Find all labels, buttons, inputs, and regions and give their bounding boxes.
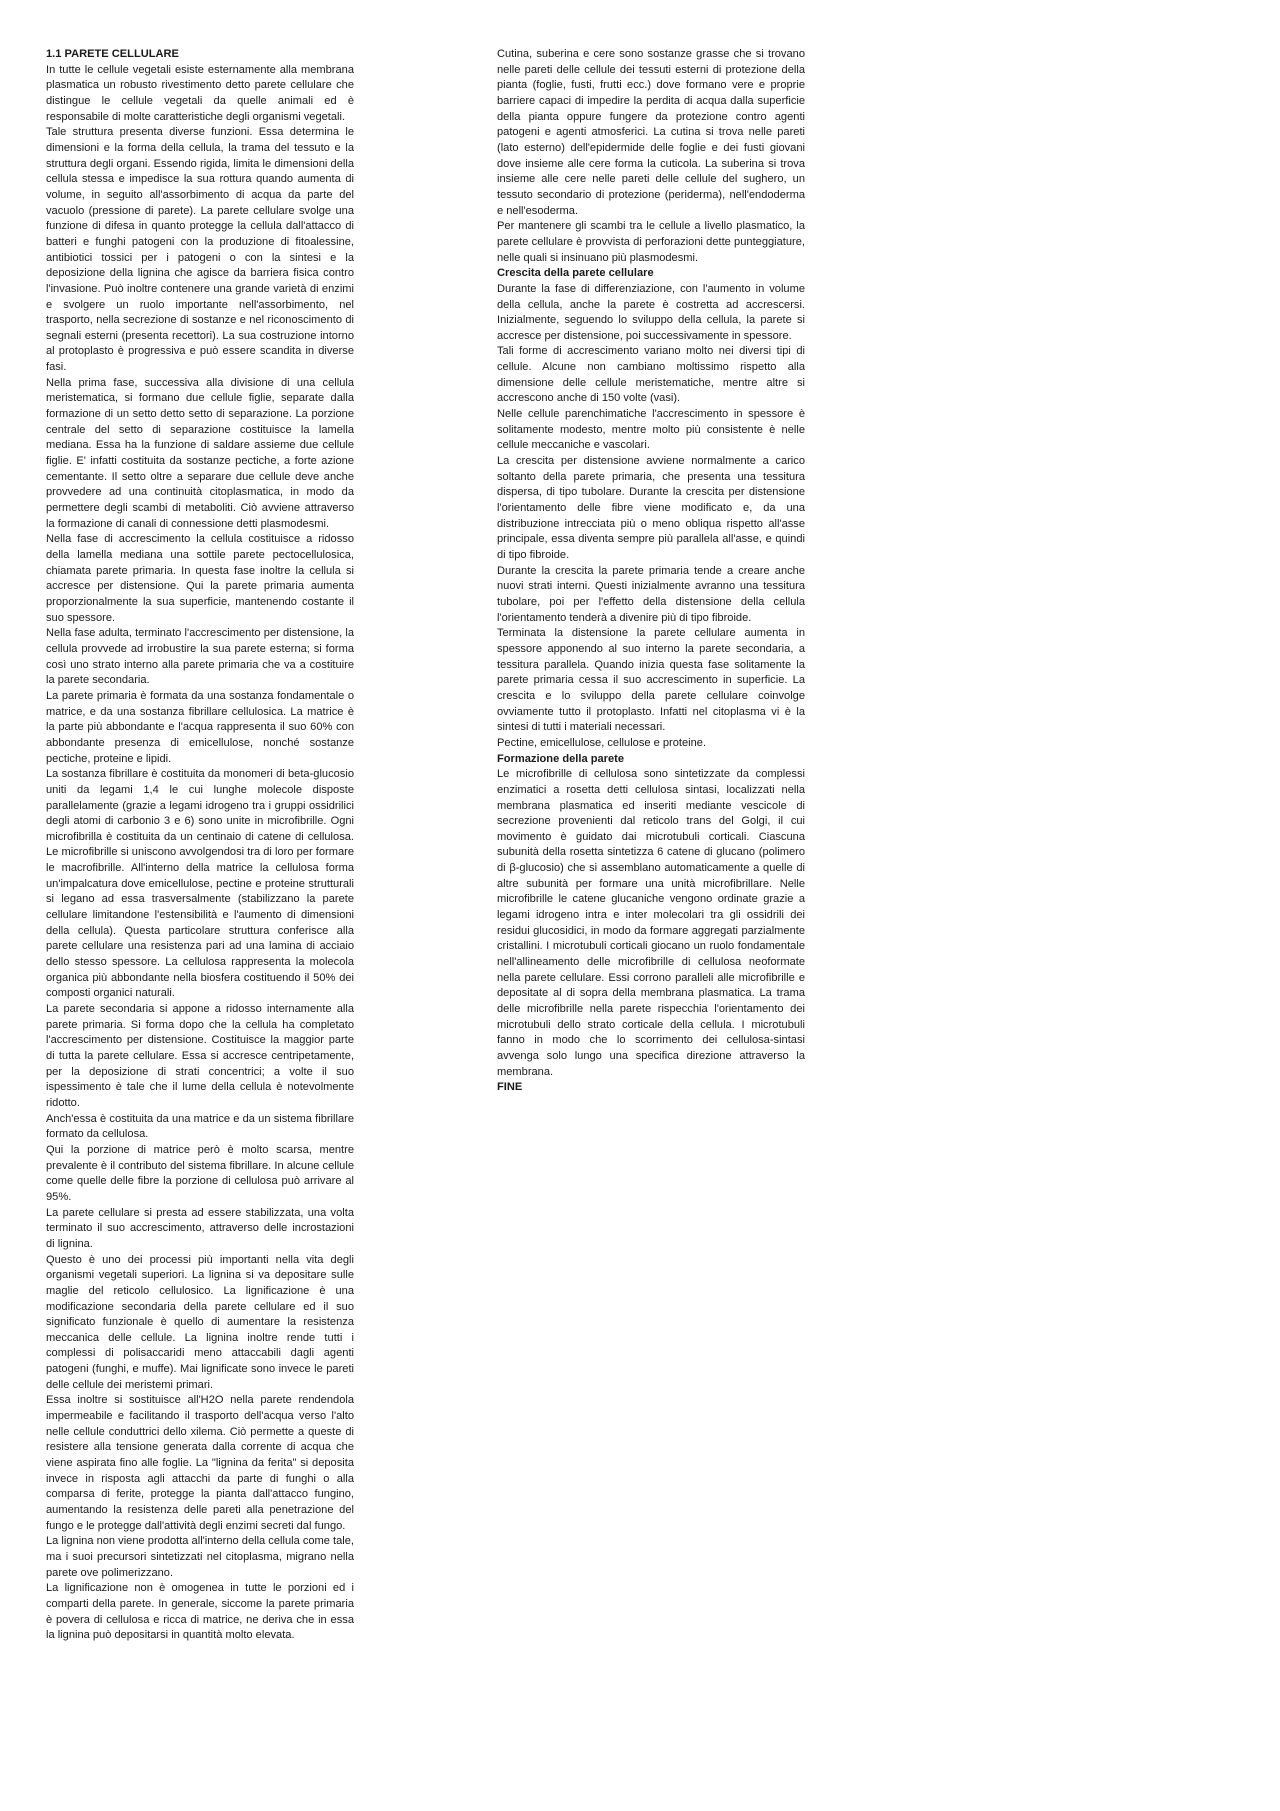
paragraph: Tali forme di accrescimento variano molto nei diversi tipi di cellule. Alcune non cambiano moltissimo rispetto alla dimensione delle cellule meristematiche, mentre altre si accrescono anche di 150 volte (vasi). bbox=[497, 345, 805, 405]
paragraph: La parete primaria è formata da una sostanza fondamentale o matrice, e da una sostanza fibrillare cellulosica. La matrice è la parte più abbondante e l'acqua rappresenta il suo 60% con abbondante presenza di emicellulose, nonché sostanze pectiche, proteine e lipidi. bbox=[46, 689, 354, 765]
paragraph: La lignificazione non è omogenea in tutte le porzioni ed i comparti della parete. In generale, siccome la parete primaria è povera di cellulosa e ricca di matrice, ne deriva che in essa la lignina può depositarsi in quantità molto elevata. bbox=[46, 1582, 354, 1642]
paragraph: Nelle cellule parenchimatiche l'accrescimento in spessore è solitamente modesto, mentre molto più consistente è nelle cellule meccaniche e vascolari. bbox=[497, 408, 805, 452]
paragraph: Questo è uno dei processi più importanti nella vita degli organismi vegetali superiori. La lignina si va depositare sulle maglie del reticolo cellulosico. La lignificazione è una modificazione secondaria della parete cellulare ed il suo significato funzionale è quello di aumentare la resistenza meccanica delle cellule. La lignina inoltre rende tutti i complessi di polisaccaridi meno attaccabili dagli agenti patogeni (funghi, e muffe). Mai lignificate sono invece le pareti delle cellule dei meristemi primari. bbox=[46, 1253, 354, 1391]
paragraph: La crescita per distensione avviene normalmente a carico soltanto della parete primaria, che presenta una tessitura dispersa, di tipo tubolare. Durante la crescita per distensione l'orientamento delle fibre viene modificato e, da una distribuzione intrecciata più o meno obliqua rispetto all'asse principale, essa diventa sempre più parallela all'asse, e quindi di tipo fibroide. bbox=[497, 455, 805, 561]
paragraph: Terminata la distensione la parete cellulare aumenta in spessore apponendo al suo interno la parete secondaria, a tessitura parallela. Quando inizia questa fase solitamente la parete primaria cessa il suo accrescimento in superficie. La crescita e lo sviluppo della parete cellulare coinvolge ovviamente tutto il protoplasto. Infatti nel citoplasma vi è la sintesi di tutti i materiali necessari. bbox=[497, 627, 805, 734]
paragraph: La parete cellulare si presta ad essere stabilizzata, una volta terminato il suo accrescimento, attraverso delle incrostazioni di lignina. bbox=[46, 1206, 354, 1250]
paragraph: Cutina, suberina e cere sono sostanze grasse che si trovano nelle pareti delle cellule dei tessuti esterni di protezione della pianta (foglie, fusti, frutti ecc.) dove formano vere e proprie barriere capaci di impedire la perdita di acqua dalla superficie della pianta oppure fungere da protezione contro agenti patogeni e agenti atmosferici. La cutina si trova nelle pareti (lato esterno) dell'epidermide delle foglie e dei fusti giovani dove insieme alle cere forma la cuticola. La suberina si trova insieme alle cere nelle pareti delle cellule del sughero, un tessuto secondario di protezione (periderma), nell'endoderma e nell'esoderma. bbox=[497, 48, 805, 217]
right-column bbox=[497, 47, 805, 1096]
section-title: 1.1 PARETE CELLULARE bbox=[46, 48, 179, 60]
formation-heading: Formazione della parete bbox=[497, 752, 624, 765]
paragraph: Pectine, emicellulose, cellulose e proteine. bbox=[497, 736, 707, 749]
left-column bbox=[46, 47, 354, 1644]
paragraph: Durante la crescita la parete primaria tende a creare anche nuovi strati interni. Questi inizialmente avranno una tessitura tubolare, poi per l'effetto della distensione della cellula l'orientamento tenderà a divenire più di tipo fibroide. bbox=[497, 564, 805, 624]
paragraph: La parete secondaria si appone a ridosso internamente alla parete primaria. Si forma dopo che la cellula ha completato l'accrescimento per distensione. Costituisce la maggior parte di tutta la parete cellulare. Essa si accresce centripetamente, per la deposizione di strati concentrici; a volte il suo ispessimento è tale che il lume della cellula è notevolmente ridotto. bbox=[46, 1003, 354, 1109]
paragraph: La lignina non viene prodotta all'interno della cellula come tale, ma i suoi precursori sintetizzati nel citoplasma, migrano nella parete ove polimerizzano. bbox=[46, 1535, 355, 1579]
paragraph: Durante la fase di differenziazione, con l'aumento in volume della cellula, anche la parete è costretta ad accrescersi. Inizialmente, seguendo lo sviluppo della cellula, la parete si accresce per distensione, poi successivamente in spessore. bbox=[497, 282, 805, 342]
paragraph: Le microfibrille di cellulosa sono sintetizzate da complessi enzimatici a rosetta detti cellulosa sintasi, localizzati nella membrana plasmatica ed inseriti mediante vescicole di secrezione provenienti dal reticolo trans del Golgi, il cui movimento è guidato dai microtubuli corticali. Ciascuna subunità della rosetta sintetizza 6 catene di glucano (polimero di β-glucosio) che si assemblano automaticamente a quelle di altre subunità per formare una unità microfibrillare. Nelle microfibrille le catene glucaniche vengono ordinate grazie a legami idrogeno intra e inter molecolari tra gli ossidrili dei residui glucosidici, in modo da formare aggregati parzialmente cristallini. I microtubuli corticali giocano un ruolo fondamentale nell'allineamento delle microfibrille di cellulosa neoformate nella parete cellulare. Essi corrono paralleli alle microfibrille e depositate al di sopra della membrana plasmatica. La trama delle microfibrille nella parete rispecchia l'orientamento dei microtubuli dello strato corticale della cellula. I microtubuli fanno in modo che lo scorrimento dei cellulosa-sintasi avvenga solo lungo una specifica direzione attraverso la membrana. bbox=[497, 768, 805, 1078]
paragraph: Anch'essa è costituita da una matrice e da un sistema fibrillare formato da cellulosa. bbox=[46, 1112, 354, 1141]
paragraph: Tale struttura presenta diverse funzioni. Essa determina le dimensioni e la forma della cellula, la trama del tessuto e la struttura degli organi. Essendo rigida, limita le dimensioni della cellula stessa e impedisce la sua rottura quando aumenta di volume, in seguito all'assorbimento di acqua da parte del vacuolo (pressione di parete). La parete cellulare svolge una funzione di difesa in quanto protegge la cellula dall'attacco di batteri e funghi patogeni con la produzione di fitoalessine, antibiotici tossici per i patogeni o con la sintesi e la deposizione della lignina che agisce da barriera fisica contro l'invasione. Può inoltre contenere una grande varietà di enzimi e svolgere un ruolo importante nell'assorbimento, nel trasporto, nella secrezione di sostanze e nel riconoscimento di segnali esterni (presenta recettori). La sua costruzione intorno al protoplasto è progressiva e può essere scandita in diverse fasi. bbox=[46, 126, 354, 374]
growth-heading: Crescita della parete cellulare bbox=[497, 267, 654, 280]
paragraph: Essa inoltre si sostituisce all'H2O nella parete rendendola impermeabile e facilitando il trasporto dell'acqua verso l'alto nelle cellule conduttrici dello xilema. Ciò permette a queste di resistere alla tensione generata dalla corrente di acqua che viene aspirata fino alle foglie. La "lignina da ferita" si deposita invece in risposta agli attacchi da parte di funghi o alla comparsa di ferite, protegge la pianta dall'attacco fungino, aumentando la resistenza delle pareti alla penetrazione del fungo e le protegge dall'attività degli enzimi secreti dal fungo. bbox=[46, 1394, 354, 1532]
paragraph: La sostanza fibrillare è costituita da monomeri di beta-glucosio uniti da legami 1,4 le cui lunghe molecole disposte parallelamente (grazie a legami idrogeno tra i gruppi ossidrilici degli atomi di carbonio 3 e 6) sono unite in microfibrille. Ogni microfibrilla è costituita da un centinaio di catene di cellulosa. Le microfibrille si uniscono avvolgendosi tra di loro per formare le macrofibrille. All'interno della matrice la cellulosa forma un'impalcatura dove emicellulose, pectine e proteine strutturali si legano ad essa trasversalmente (stabilizzano la parete cellulare limitandone l'estensibilità e l'aumento di dimensioni della cellula). Questa particolare struttura conferisce alla parete cellulare una resistenza pari ad una lamina di acciaio dello stesso spessore. La cellulosa rappresenta la molecola organica più abbondante nella biosfera costituendo il 50% dei composti organici naturali. bbox=[46, 768, 354, 1000]
paragraph: Nella prima fase, successiva alla divisione di una cellula meristematica, si formano due cellule figlie, separate dalla formazione di un setto detto setto di separazione. La porzione centrale del setto di separazione costituisce la lamella mediana. Essa ha la funzione di saldare assieme due cellule figlie. E' infatti costituita da sostanze pectiche, a forte azione cementante. Il setto oltre a separare due cellule deve anche provvedere ad una continuità citoplasmatica, in modo da permettere degli scambi di metaboliti. Ciò avviene attraverso la formazione di canali di connessione detti plasmodesmi. bbox=[46, 376, 354, 530]
end-label: FINE bbox=[497, 1081, 523, 1094]
paragraph: In tutte le cellule vegetali esiste esternamente alla membrana plasmatica un robusto rivestimento detto parete cellulare che distingue le cellule vegetali da quelle animali ed è responsabile di molte caratteristiche degli organismi vegetali. bbox=[46, 63, 354, 123]
paragraph: Nella fase adulta, terminato l'accrescimento per distensione, la cellula provvede ad irrobustire la sua parete esterna; si forma così uno strato interno alla parete primaria che va a costituire la parete secondaria. bbox=[46, 627, 354, 687]
paragraph: Nella fase di accrescimento la cellula costituisce a ridosso della lamella mediana una sottile parete pectocellulosica, chiamata parete primaria. In questa fase inoltre la cellula si accresce per distensione. Qui la parete primaria aumenta proporzionalmente la sua superficie, mantenendo costante il suo spessore. bbox=[46, 533, 354, 624]
paragraph: Per mantenere gli scambi tra le cellule a livello plasmatico, la parete cellulare è provvista di perforazioni dette punteggiature, nelle quali si insinuano più plasmodesmi. bbox=[497, 220, 805, 264]
paragraph: Qui la porzione di matrice però è molto scarsa, mentre prevalente è il contributo del sistema fibrillare. In alcune cellule come quelle delle fibre la porzione di cellulosa può arrivare al 95%. bbox=[46, 1143, 354, 1203]
